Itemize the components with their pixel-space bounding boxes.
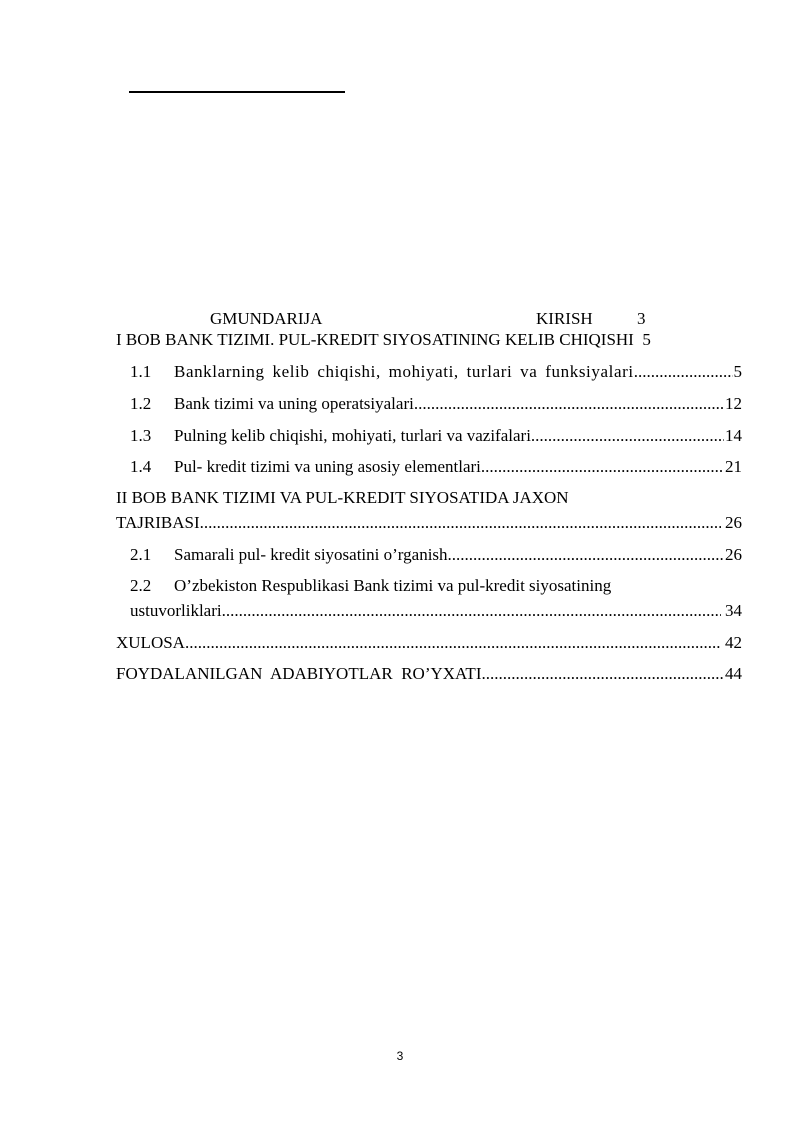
dot-leader <box>185 633 721 653</box>
toc-section-1-1[interactable] <box>130 362 742 382</box>
chapter-2-title-line-2: TAJRIBASI <box>116 513 200 532</box>
toc-references[interactable] <box>116 664 742 684</box>
chapter-1-page: 5 <box>642 330 651 349</box>
conclusion-title: XULOSA <box>116 633 185 652</box>
toc-header <box>116 309 756 329</box>
section-number: 1.3 <box>130 426 152 445</box>
dot-leader <box>481 664 724 684</box>
conclusion-page: 42 <box>725 633 742 652</box>
section-title: Banklarning kelib chiqishi, mohiyati, turlari va funksiyalari <box>174 362 634 381</box>
dot-leader <box>448 545 724 565</box>
intro-entry-page: 3 <box>637 309 646 328</box>
toc-section-1-3[interactable] <box>130 426 742 446</box>
toc-section-2-1[interactable] <box>130 545 742 565</box>
dot-leader <box>200 513 721 533</box>
section-number: 1.1 <box>130 362 152 381</box>
section-page: 21 <box>725 457 742 476</box>
section-number: 2.2 <box>130 576 152 595</box>
toc-section-1-4[interactable] <box>130 457 742 477</box>
references-page: 44 <box>725 664 742 683</box>
dot-leader <box>481 457 724 477</box>
toc-conclusion[interactable] <box>116 633 742 653</box>
contents-heading: GMUNDARIJA <box>210 309 323 328</box>
dot-leader <box>634 362 733 382</box>
toc-section-1-2[interactable] <box>130 394 742 414</box>
section-title: Pulning kelib chiqishi, mohiyati, turlari va vazifalari <box>174 426 531 445</box>
toc-section-2-2-line-2[interactable] <box>130 601 742 621</box>
chapter-2-page: 26 <box>725 513 742 532</box>
section-page: 26 <box>725 545 742 564</box>
section-number: 2.1 <box>130 545 152 564</box>
section-title: Pul- kredit tizimi va uning asosiy elementlari <box>174 457 481 476</box>
section-title: Samarali pul- kredit siyosatini o’rganish <box>174 545 448 564</box>
section-page: 34 <box>725 601 742 620</box>
toc-chapter-2-line-1[interactable] <box>116 488 569 508</box>
dot-leader <box>531 426 724 446</box>
chapter-1-title: I BOB BANK TIZIMI. PUL-KREDIT SIYOSATINING KELIB CHIQISHI <box>116 330 634 349</box>
dot-leader <box>222 601 721 621</box>
section-page: 12 <box>725 394 742 413</box>
references-title: FOYDALANILGAN ADABIYOTLAR RO’YXATI <box>116 664 482 683</box>
section-title: Bank tizimi va uning operatsiyalari <box>174 394 414 413</box>
top-rule <box>129 91 345 93</box>
section-number: 1.4 <box>130 457 152 476</box>
section-number: 1.2 <box>130 394 152 413</box>
intro-entry-title[interactable]: KIRISH <box>536 309 593 328</box>
toc-chapter-1[interactable] <box>116 330 651 350</box>
section-page: 5 <box>733 362 742 381</box>
section-title-line-2: ustuvorliklari <box>130 601 222 620</box>
toc-chapter-2-line-2[interactable] <box>116 513 742 533</box>
page-number: 3 <box>396 1049 404 1063</box>
section-title-line-1: O’zbekiston Respublikasi Bank tizimi va pul-kredit siyosatining <box>174 576 612 595</box>
toc-section-2-2-line-1[interactable] <box>130 576 611 596</box>
section-page: 14 <box>725 426 742 445</box>
dot-leader <box>414 394 724 414</box>
chapter-2-title-line-1: II BOB BANK TIZIMI VA PUL-KREDIT SIYOSATIDA JAXON <box>116 488 569 507</box>
